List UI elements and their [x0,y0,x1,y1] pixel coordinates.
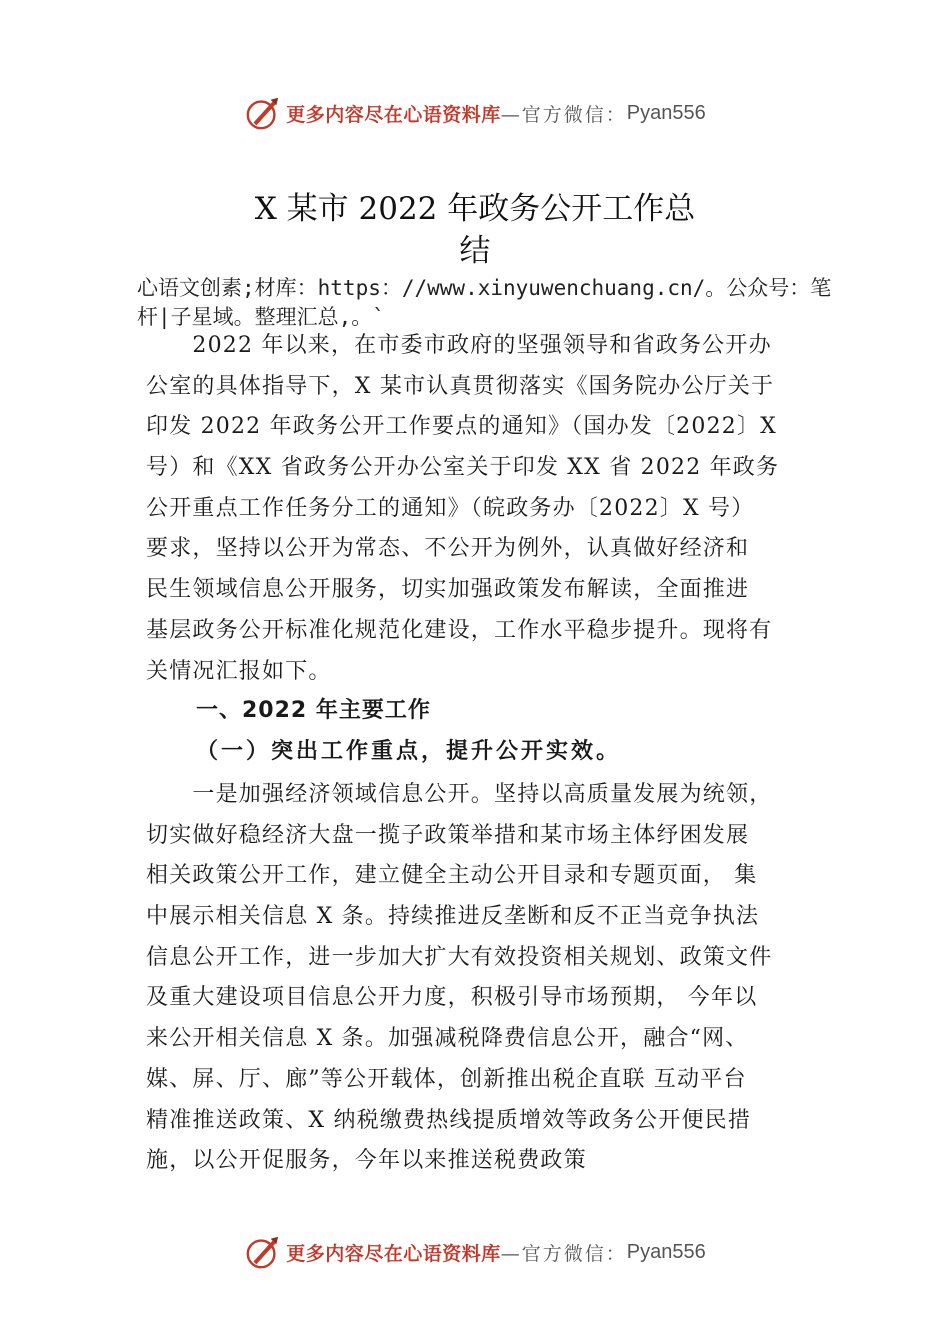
text-line: 号）和《XX 省政务公开办公室关于印发 XX 省 2022 年政务 [146,455,780,481]
quill-logo-icon [244,94,282,132]
banner-title: 更多内容尽在心语资料库 [286,1242,501,1265]
banner-wechat-id: Pyan556 [626,101,706,124]
body-paragraph [146,775,826,1182]
text-line: 及重大建设项目信息公开力度，积极引导市场预期， 今年以 [146,985,758,1011]
text-line: 关情况汇报如下。 [146,658,332,684]
text-line: 切实做好稳经济大盘一揽子政策举措和某市场主体纾困发展 [146,822,750,848]
banner-separator: —官方微信： [500,1242,627,1265]
banner-title: 更多内容尽在心语资料库 [286,103,501,126]
banner-wechat-id: Pyan556 [626,1240,706,1263]
quill-logo-icon [244,1233,282,1271]
text-line: 2022 年以来，在市委市政府的坚强领导和省政务公开办 [146,333,772,358]
subsection-heading: （一）突出工作重点，提升公开实效。 [196,738,622,764]
text-line: 中展示相关信息 X 条。持续推进反垄断和反不正当竞争执法 [146,904,760,930]
text-line: 相关政策公开工作，建立健全主动公开目录和专题页面， 集 [146,863,758,889]
text-line: 印发 2022 年政务公开工作要点的通知》（国办发〔2022〕X [146,414,778,440]
footer-banner [0,1233,950,1271]
section-heading: 一、2022 年主要工作 [196,698,431,723]
title-line-1: X 某市 2022 年政务公开工作总 [254,191,696,227]
title-line-2: 结 [459,233,491,269]
text-line: 媒、屏、厅、廊”等公开载体，创新推出税企直联 互动平台 [146,1066,747,1092]
document-title [0,188,950,272]
text-line: 精准推送政策、X 纳税缴费热线提质增效等政务公开便民措 [146,1107,752,1133]
source-note: 心语文创素;材库：https：//www.xinyuwenchuang.cn/。公众号：笔杆|子星域。整理汇总,。` [137,276,832,329]
text-line: 一是加强经济领域信息公开。坚持以高质量发展为统领， [146,782,773,807]
text-line: 民生领域信息公开服务，切实加强政策发布解读，全面推进 [146,577,750,603]
text-line: 施，以公开促服务，今年以来推送税费政策 [146,1148,587,1174]
header-banner [0,94,950,132]
text-line: 要求，坚持以公开为常态、不公开为例外，认真做好经济和 [146,536,750,562]
text-line: 公室的具体指导下，X 某市认真贯彻落实《国务院办公厅关于 [146,373,775,399]
text-line: 公开重点工作任务分工的通知》（皖政务办〔2022〕X 号） [146,495,755,521]
intro-paragraph [146,326,826,692]
text-line: 基层政务公开标准化规范化建设，工作水平稳步提升。现将有 [146,617,773,643]
text-line: 信息公开工作，进一步加大扩大有效投资相关规划、政策文件 [146,944,773,970]
banner-separator: —官方微信： [500,103,627,126]
text-line: 来公开相关信息 X 条。加强减税降费信息公开，融合“网、 [146,1026,749,1052]
